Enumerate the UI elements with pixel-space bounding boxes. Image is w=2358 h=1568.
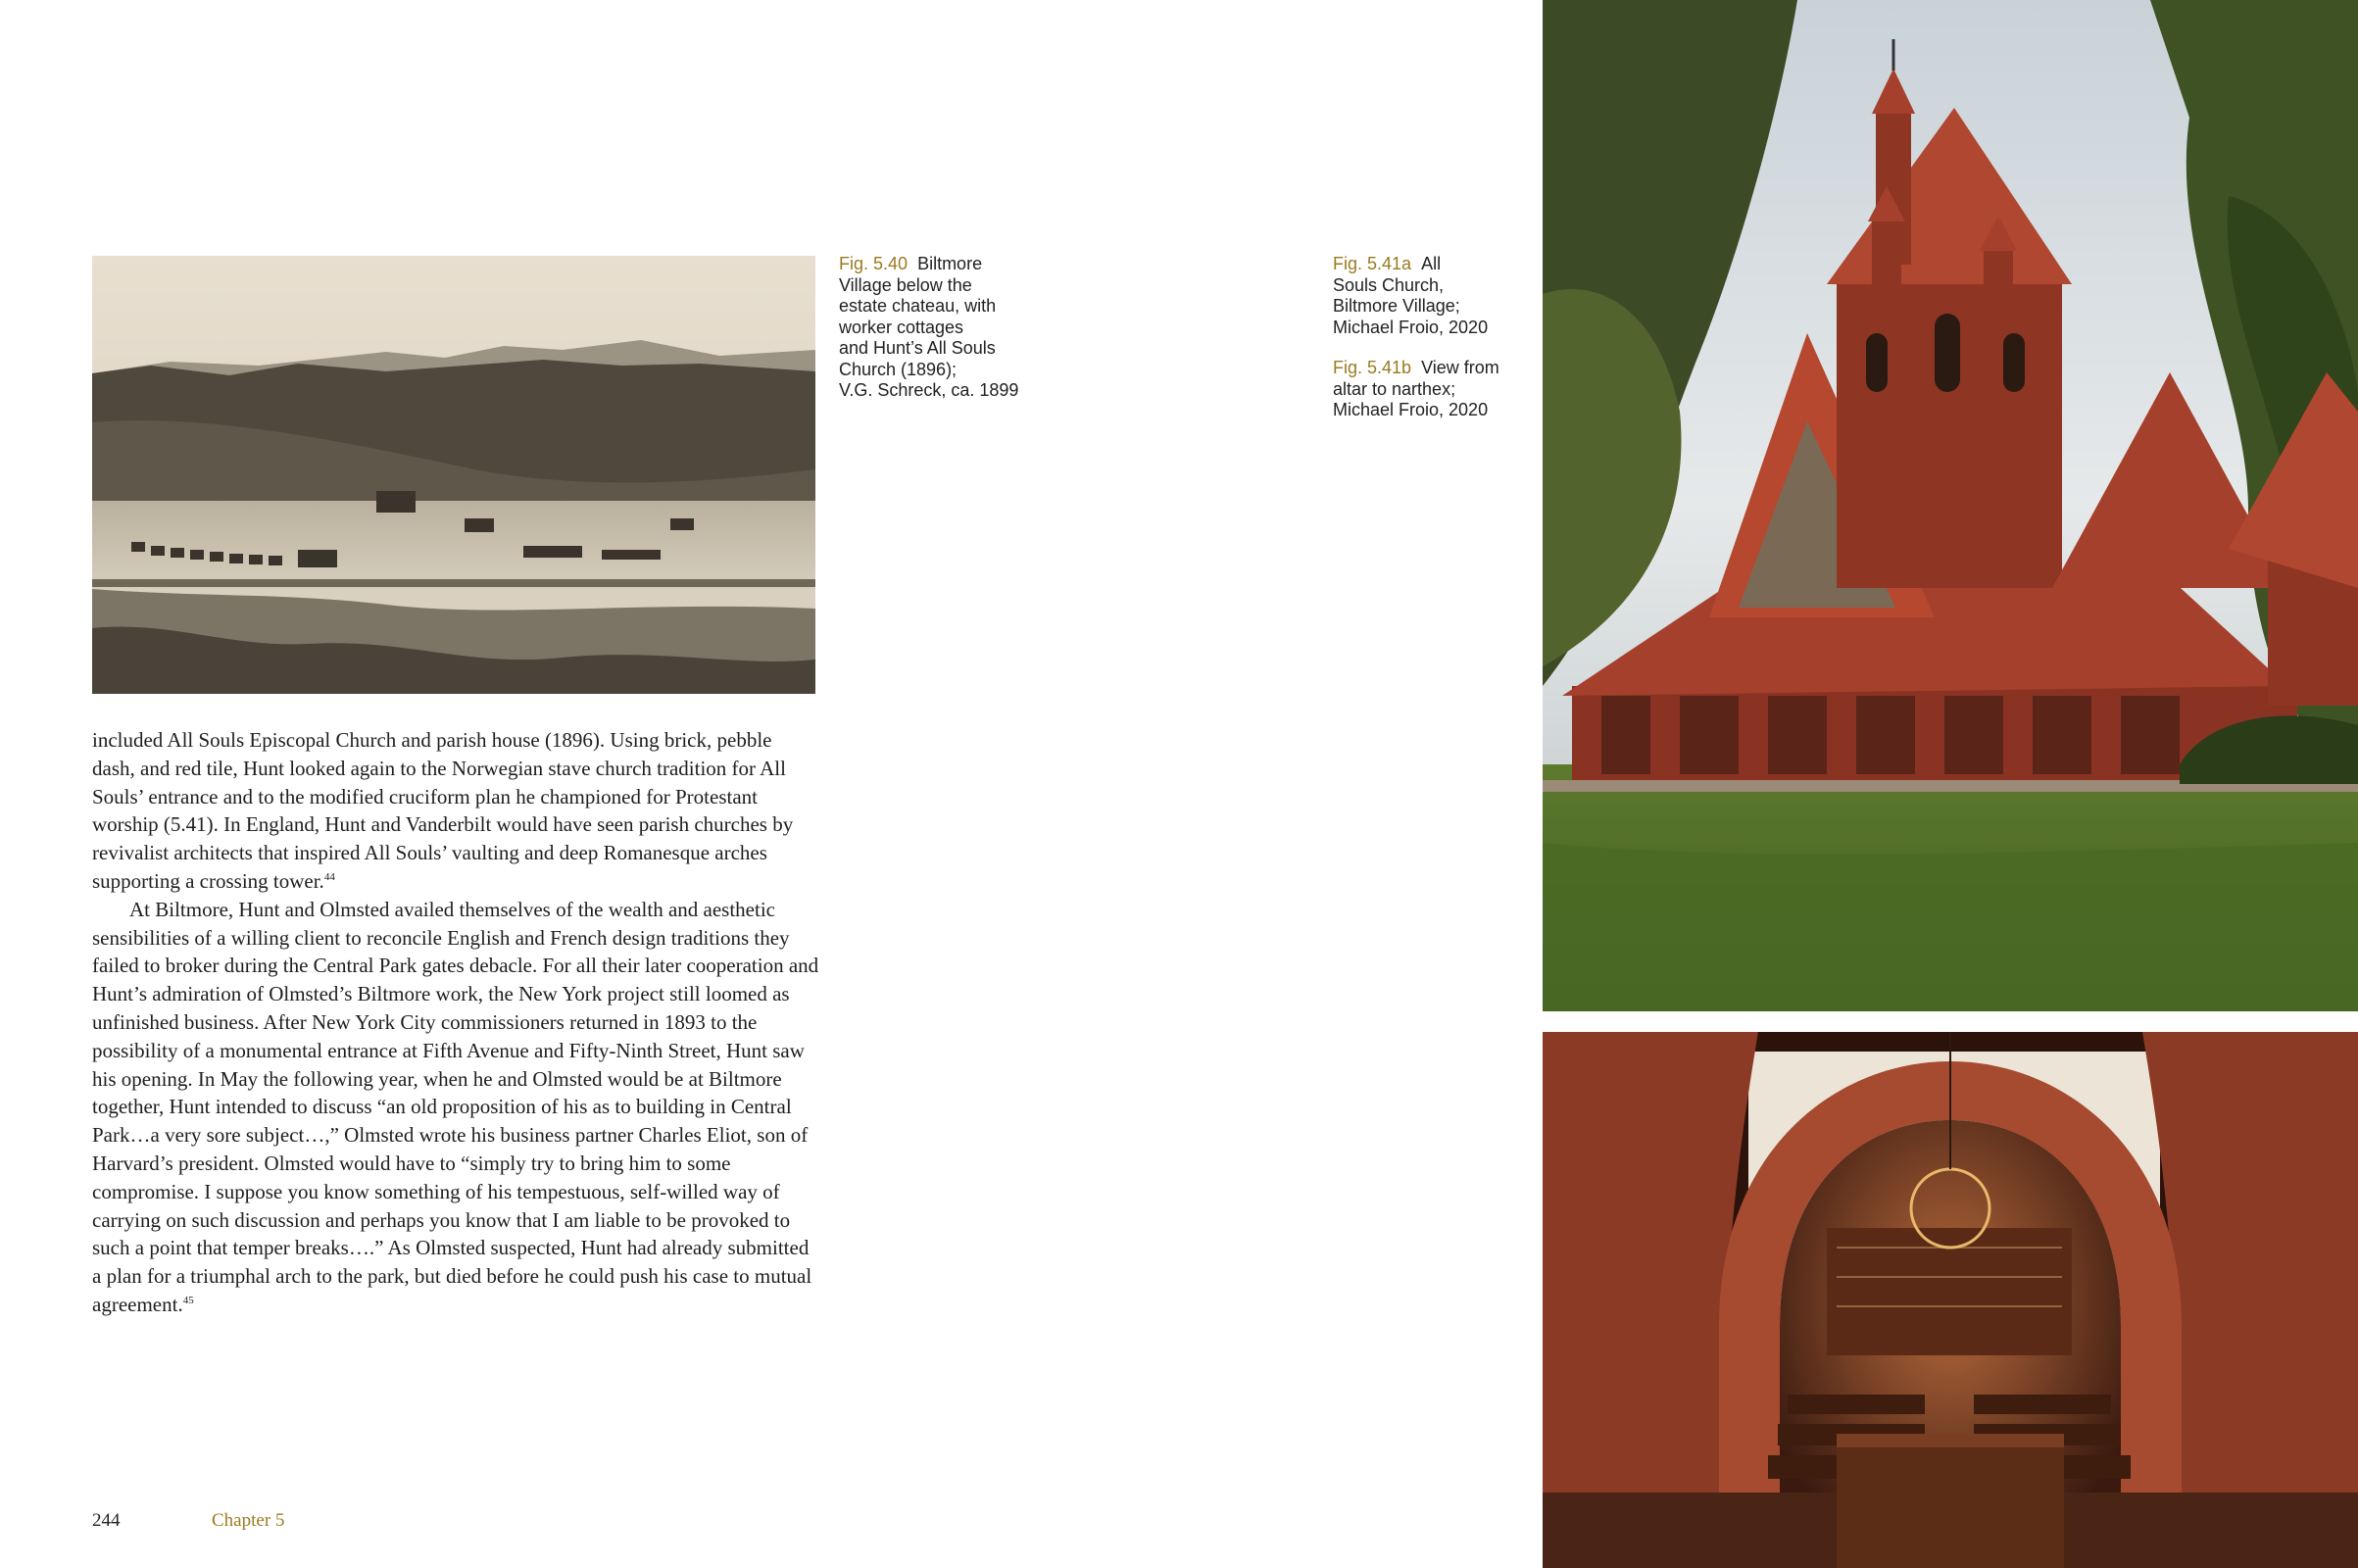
paragraph bbox=[92, 726, 819, 896]
caption-fig-5-40 bbox=[839, 254, 1025, 402]
caption-line: V.G. Schreck, ca. 1899 bbox=[839, 380, 1019, 400]
page-number: 244 bbox=[92, 1510, 121, 1531]
caption-line: Michael Froio, 2020 bbox=[1333, 317, 1489, 337]
paragraph-text: included All Souls Episcopal Church and parish house (1896). Using brick, pebble dash, and red tile, Hunt looked again to the Norwegian stave church tradition for All Souls’ entrance and to the modified cruciform plan he championed for Protestant worship (5.41). In England, Hunt and Vanderbilt would have seen parish churches by revivalist architects that inspired All Souls’ vaulting and deep Romanesque arches supporting a crossing tower. bbox=[92, 728, 794, 893]
caption-line: estate chateau, with bbox=[839, 296, 997, 316]
paragraph-text: At Biltmore, Hunt and Olmsted availed themselves of the wealth and aesthetic sensibilities of a willing client to reconcile English and French design traditions they failed to broker during the Central Park gates debacle. For all their later cooperation and Hunt’s admiration of Olmsted’s Biltmore work, the New York project still loomed as unfinished business. After New York City commissioners returned in 1893 to the possibility of a monumental entrance at Fifth Avenue and Fifty-Ninth Street, Hunt saw his opening. In May the following year, when he and Olmsted would be at Biltmore together, Hunt intended to discuss “an old proposition of his as to building in Central Park…a very sore subject…,” Olmsted wrote his business partner Charles Eliot, son of Harvard’s president. Olmsted would have to “simply try to bring him to some compromise. I suppose you know something of his tempestuous, self-willed way of carrying on such discussion and perhaps you know that I am liable to be provoked to such a point that temper breaks….” As Olmsted suspected, Hunt had already submitted a plan for a triumphal arch to the park, but died before he could push his case to mutual agreement. bbox=[92, 897, 819, 1316]
body-text bbox=[92, 726, 819, 1319]
caption-fig-5-41b bbox=[1333, 358, 1509, 421]
photo-biltmore-village bbox=[92, 256, 815, 694]
caption-line: Biltmore bbox=[917, 254, 983, 273]
fig-label: Fig. 5.41b bbox=[1333, 358, 1412, 377]
caption-line: altar to narthex; bbox=[1333, 378, 1456, 399]
caption-fig-5-41a bbox=[1333, 254, 1509, 338]
caption-line: View from bbox=[1421, 358, 1499, 377]
fig-label: Fig. 5.40 bbox=[839, 254, 909, 273]
paragraph bbox=[92, 896, 819, 1319]
caption-line: All bbox=[1421, 254, 1442, 273]
caption-line: Biltmore Village; bbox=[1333, 296, 1460, 316]
caption-line: Michael Froio, 2020 bbox=[1333, 400, 1489, 419]
running-head: Chapter 5 bbox=[212, 1510, 285, 1531]
caption-line: Souls Church, bbox=[1333, 274, 1445, 295]
photo-church-exterior bbox=[1543, 0, 2358, 1011]
fig-label: Fig. 5.41a bbox=[1333, 254, 1412, 273]
caption-line: Church (1896); bbox=[839, 359, 958, 379]
footnote-ref: 44 bbox=[323, 870, 335, 883]
photo-church-interior bbox=[1543, 1032, 2358, 1568]
caption-line: worker cottages bbox=[839, 317, 964, 337]
caption-line: and Hunt’s All Souls bbox=[839, 338, 996, 358]
caption-line: Village below the bbox=[839, 274, 972, 295]
footnote-ref: 45 bbox=[182, 1294, 194, 1306]
